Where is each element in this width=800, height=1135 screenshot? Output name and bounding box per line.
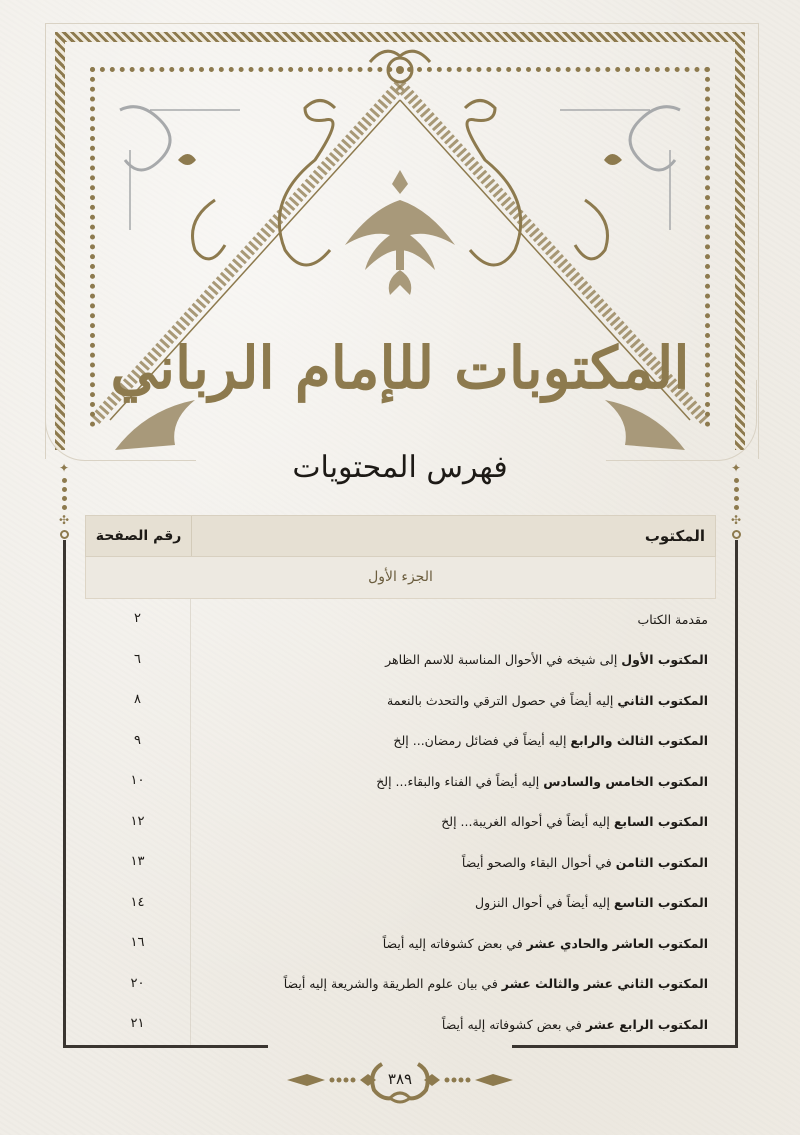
toc-entry-title <box>191 976 716 991</box>
toc-entry-page: ١٤ <box>85 883 191 924</box>
toc-entry-lead: المكتوب الرابع عشر <box>585 1016 708 1032</box>
toc-entry-lead: المكتوب الثامن <box>615 854 708 870</box>
ring-icon <box>60 530 69 539</box>
toc-row <box>85 640 716 681</box>
toc-row <box>85 842 716 883</box>
toc-heading: فهرس المحتويات <box>292 450 508 485</box>
toc-entry-lead: المكتوب الثاني <box>617 692 708 708</box>
toc-entry-title <box>191 1017 716 1032</box>
toc-entry-lead: المكتوب الخامس والسادس <box>543 773 708 789</box>
toc-entry-lead: المكتوب العاشر والحادي عشر <box>526 935 708 951</box>
toc-entry-rest: إليه أيضاً في أحوال النزول <box>475 895 614 911</box>
toc-entry-page: ٢ <box>85 599 191 640</box>
fleur-icon: ✣ <box>58 513 70 527</box>
toc-entry-rest: إلى شيخه في الأحوال المناسبة للاسم الظاهر <box>385 652 622 668</box>
toc-row <box>85 802 716 843</box>
toc-entry-rest: إليه أيضاً في الفناء والبقاء... إلخ <box>376 773 544 789</box>
bead-icon <box>62 505 67 510</box>
toc-row <box>85 1004 716 1045</box>
bead-icon <box>734 487 739 492</box>
toc-rows <box>85 599 716 1045</box>
damask-ornament-icon <box>345 170 455 295</box>
toc-entry-lead: المكتوب الأول <box>621 652 708 668</box>
toc-entry-page: ٢٠ <box>85 964 191 1005</box>
bottom-rule-right <box>512 1045 738 1048</box>
toc-row <box>85 923 716 964</box>
toc-entry-rest: إليه أيضاً في أحواله الغريبة... إلخ <box>441 814 614 830</box>
toc-row <box>85 599 716 640</box>
toc-entry-page: ٩ <box>85 721 191 762</box>
toc-entry-title <box>191 652 716 667</box>
part-heading: الجزء الأول <box>85 557 716 599</box>
bead-icon <box>62 487 67 492</box>
toc-entry-lead: المكتوب الثاني عشر والثالث عشر <box>501 976 708 992</box>
fleur-icon: ✦ <box>58 461 70 475</box>
page-number: ٣٨٩ <box>387 1070 413 1088</box>
bead-icon <box>62 478 67 483</box>
fan-ornament-icon <box>115 400 685 450</box>
toc-entry-title <box>191 814 716 829</box>
toc-row <box>85 964 716 1005</box>
toc-entry-title <box>191 895 716 910</box>
toc-row <box>85 680 716 721</box>
toc-entry-page: ١٢ <box>85 802 191 843</box>
toc-entry-rest: في بعض كشوفاته إليه أيضاً <box>382 935 527 951</box>
column-header-title: المكتوب <box>191 516 715 556</box>
bottom-rule-left <box>63 1045 268 1048</box>
fleur-icon: ✣ <box>730 513 742 527</box>
bead-icon <box>734 505 739 510</box>
side-bead-ornament-right <box>730 462 742 539</box>
toc-entry-title <box>191 693 716 708</box>
book-title: المكتوبات للإمام الرباني <box>110 334 690 402</box>
ring-icon <box>732 530 741 539</box>
toc-entry-lead: مقدمة الكتاب <box>637 611 708 627</box>
toc-entry-rest: في أحوال البقاء والصحو أيضاً <box>461 854 616 870</box>
toc-row <box>85 883 716 924</box>
toc-entry-rest: في بيان علوم الطريقة والشريعة إليه أيضاً <box>283 976 502 992</box>
toc-entry-page: ١٦ <box>85 923 191 964</box>
toc-entry-title <box>191 936 716 951</box>
bead-icon <box>734 496 739 501</box>
toc-header-row <box>85 515 716 557</box>
bead-icon <box>62 496 67 501</box>
toc-entry-title <box>191 733 716 748</box>
toc-entry-lead: المكتوب السابع <box>613 814 708 830</box>
side-rule-left <box>63 540 66 1046</box>
toc-entry-page: ٢١ <box>85 1004 191 1045</box>
side-rule-right <box>735 540 738 1046</box>
butterfly-ornament-icon <box>178 154 622 165</box>
column-header-page: رقم الصفحة <box>95 528 182 544</box>
toc-entry-page: ١٠ <box>85 761 191 802</box>
bead-icon <box>734 478 739 483</box>
toc-entry-title <box>191 855 716 870</box>
toc-entry-title <box>191 612 716 627</box>
toc-entry-page: ٨ <box>85 680 191 721</box>
fleur-icon: ✦ <box>730 461 742 475</box>
toc-entry-lead: المكتوب الثالث والرابع <box>570 733 708 749</box>
medallion-icon <box>370 51 430 82</box>
footer-ornament <box>282 1058 518 1108</box>
toc-entry-lead: المكتوب التاسع <box>613 895 708 911</box>
toc-table <box>85 515 716 1045</box>
toc-entry-rest: في بعض كشوفاته إليه أيضاً <box>441 1016 586 1032</box>
toc-row <box>85 761 716 802</box>
toc-row <box>85 721 716 762</box>
toc-entry-page: ٦ <box>85 640 191 681</box>
toc-entry-page: ١٣ <box>85 842 191 883</box>
toc-entry-title <box>191 774 716 789</box>
toc-entry-rest: إليه أيضاً في فضائل رمضان... إلخ <box>393 733 571 749</box>
toc-entry-rest: إليه أيضاً في حصول الترقي والتحدث بالنعمة <box>387 692 618 708</box>
side-bead-ornament-left <box>58 462 70 539</box>
